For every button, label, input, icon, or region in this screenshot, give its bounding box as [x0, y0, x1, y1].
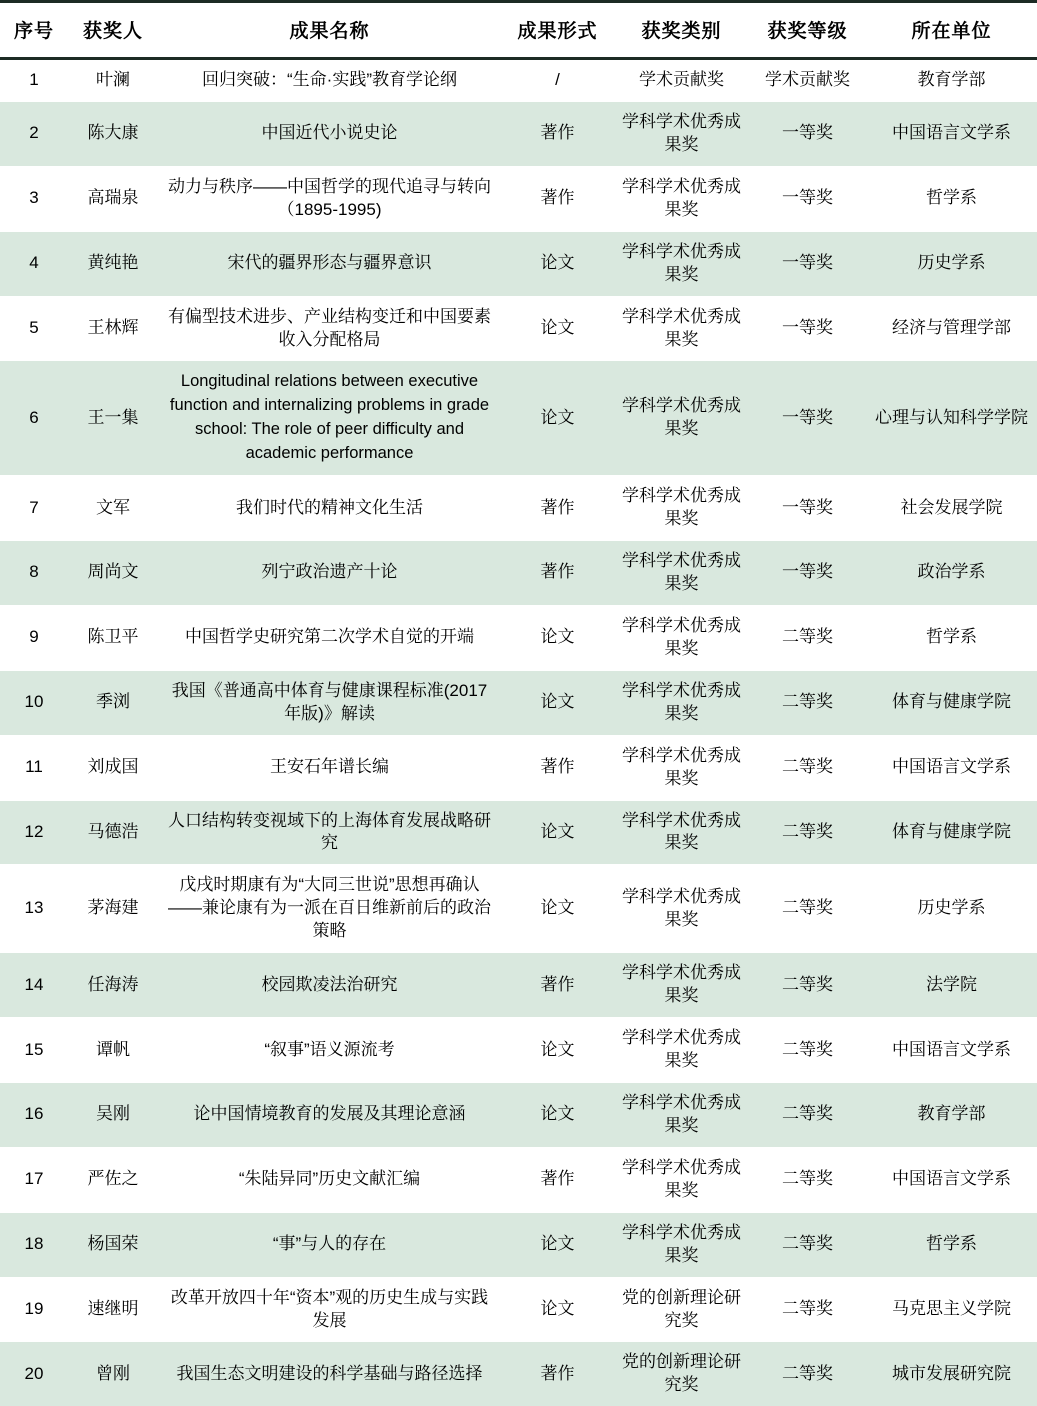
cell-category: 学科学术优秀成果奖 [614, 800, 749, 865]
cell-unit: 中国语言文学系 [866, 735, 1037, 800]
table-body [0, 59, 1037, 1406]
cell-category: 学科学术优秀成果奖 [614, 605, 749, 670]
cell-unit: 马克思主义学院 [866, 1277, 1037, 1342]
table-row [0, 101, 1037, 166]
column-header-title: 成果名称 [158, 2, 501, 59]
cell-level: 一等奖 [749, 231, 866, 296]
cell-level: 二等奖 [749, 735, 866, 800]
cell-unit: 哲学系 [866, 605, 1037, 670]
cell-form: 论文 [501, 605, 614, 670]
cell-level: 一等奖 [749, 361, 866, 476]
cell-no: 5 [0, 296, 68, 361]
cell-form: 论文 [501, 231, 614, 296]
cell-person: 曾刚 [68, 1342, 158, 1406]
cell-form: 著作 [501, 1147, 614, 1212]
cell-title: 宋代的疆界形态与疆界意识 [158, 231, 501, 296]
cell-category: 学科学术优秀成果奖 [614, 953, 749, 1018]
cell-form: 论文 [501, 1018, 614, 1083]
cell-title: 人口结构转变视域下的上海体育发展战略研究 [158, 800, 501, 865]
cell-category: 学科学术优秀成果奖 [614, 296, 749, 361]
cell-unit: 心理与认知科学学院 [866, 361, 1037, 476]
cell-unit: 体育与健康学院 [866, 670, 1037, 735]
table-row [0, 1018, 1037, 1083]
table-row [0, 953, 1037, 1018]
cell-unit: 经济与管理学部 [866, 296, 1037, 361]
cell-category: 学科学术优秀成果奖 [614, 101, 749, 166]
cell-form: 论文 [501, 296, 614, 361]
cell-no: 6 [0, 361, 68, 476]
cell-category: 学科学术优秀成果奖 [614, 231, 749, 296]
cell-form: 论文 [501, 1082, 614, 1147]
cell-person: 周尚文 [68, 541, 158, 606]
cell-level: 一等奖 [749, 166, 866, 231]
cell-unit: 中国语言文学系 [866, 1147, 1037, 1212]
cell-category: 学科学术优秀成果奖 [614, 476, 749, 541]
column-header-person: 获奖人 [68, 2, 158, 59]
table-row [0, 605, 1037, 670]
cell-person: 陈卫平 [68, 605, 158, 670]
column-header-category: 获奖类别 [614, 2, 749, 59]
cell-title: 我们时代的精神文化生活 [158, 476, 501, 541]
cell-no: 15 [0, 1018, 68, 1083]
cell-title: 我国生态文明建设的科学基础与路径选择 [158, 1342, 501, 1406]
cell-person: 叶澜 [68, 59, 158, 102]
table-row [0, 231, 1037, 296]
cell-form: 论文 [501, 361, 614, 476]
cell-person: 马德浩 [68, 800, 158, 865]
table-row [0, 1082, 1037, 1147]
cell-level: 一等奖 [749, 476, 866, 541]
cell-form: 论文 [501, 1212, 614, 1277]
cell-category: 学科学术优秀成果奖 [614, 1147, 749, 1212]
cell-level: 二等奖 [749, 670, 866, 735]
cell-no: 4 [0, 231, 68, 296]
cell-form: 著作 [501, 476, 614, 541]
column-header-level: 获奖等级 [749, 2, 866, 59]
table-row [0, 1277, 1037, 1342]
cell-unit: 中国语言文学系 [866, 101, 1037, 166]
cell-person: 黄纯艳 [68, 231, 158, 296]
cell-title: “朱陆异同”历史文献汇编 [158, 1147, 501, 1212]
cell-person: 吴刚 [68, 1082, 158, 1147]
cell-person: 杨国荣 [68, 1212, 158, 1277]
table-row [0, 166, 1037, 231]
table-row [0, 735, 1037, 800]
cell-no: 9 [0, 605, 68, 670]
cell-title: “叙事”语义源流考 [158, 1018, 501, 1083]
cell-person: 谭帆 [68, 1018, 158, 1083]
cell-unit: 教育学部 [866, 1082, 1037, 1147]
cell-level: 学术贡献奖 [749, 59, 866, 102]
column-header-form: 成果形式 [501, 2, 614, 59]
cell-no: 3 [0, 166, 68, 231]
table-row [0, 59, 1037, 102]
cell-category: 学科学术优秀成果奖 [614, 865, 749, 953]
cell-unit: 中国语言文学系 [866, 1018, 1037, 1083]
cell-person: 茅海建 [68, 865, 158, 953]
table-row [0, 476, 1037, 541]
cell-unit: 哲学系 [866, 166, 1037, 231]
cell-person: 速继明 [68, 1277, 158, 1342]
cell-form: 著作 [501, 101, 614, 166]
cell-person: 任海涛 [68, 953, 158, 1018]
cell-unit: 体育与健康学院 [866, 800, 1037, 865]
cell-title: 中国近代小说史论 [158, 101, 501, 166]
cell-no: 13 [0, 865, 68, 953]
cell-person: 陈大康 [68, 101, 158, 166]
table-row [0, 1147, 1037, 1212]
cell-title: 校园欺凌法治研究 [158, 953, 501, 1018]
cell-title: 王安石年谱长编 [158, 735, 501, 800]
cell-category: 学科学术优秀成果奖 [614, 166, 749, 231]
cell-category: 学科学术优秀成果奖 [614, 361, 749, 476]
cell-unit: 法学院 [866, 953, 1037, 1018]
cell-title: 改革开放四十年“资本”观的历史生成与实践发展 [158, 1277, 501, 1342]
table-header-row [0, 2, 1037, 59]
cell-form: 著作 [501, 166, 614, 231]
cell-no: 2 [0, 101, 68, 166]
cell-unit: 政治学系 [866, 541, 1037, 606]
cell-form: 论文 [501, 865, 614, 953]
cell-person: 高瑞泉 [68, 166, 158, 231]
table-row [0, 865, 1037, 953]
cell-person: 严佐之 [68, 1147, 158, 1212]
cell-person: 王一集 [68, 361, 158, 476]
cell-title: 论中国情境教育的发展及其理论意涵 [158, 1082, 501, 1147]
cell-unit: 社会发展学院 [866, 476, 1037, 541]
cell-level: 二等奖 [749, 1147, 866, 1212]
cell-level: 二等奖 [749, 1277, 866, 1342]
cell-no: 7 [0, 476, 68, 541]
cell-person: 刘成国 [68, 735, 158, 800]
cell-no: 14 [0, 953, 68, 1018]
cell-no: 19 [0, 1277, 68, 1342]
cell-level: 二等奖 [749, 1212, 866, 1277]
cell-person: 王林辉 [68, 296, 158, 361]
cell-no: 12 [0, 800, 68, 865]
cell-level: 二等奖 [749, 953, 866, 1018]
cell-category: 学术贡献奖 [614, 59, 749, 102]
cell-title: 动力与秩序——中国哲学的现代追寻与转向（1895-1995) [158, 166, 501, 231]
cell-person: 文军 [68, 476, 158, 541]
cell-no: 20 [0, 1342, 68, 1406]
table-row [0, 361, 1037, 476]
cell-unit: 历史学系 [866, 865, 1037, 953]
cell-form: 论文 [501, 670, 614, 735]
cell-unit: 历史学系 [866, 231, 1037, 296]
cell-unit: 哲学系 [866, 1212, 1037, 1277]
cell-category: 学科学术优秀成果奖 [614, 1018, 749, 1083]
table-row [0, 670, 1037, 735]
table-row [0, 296, 1037, 361]
cell-form: 著作 [501, 541, 614, 606]
cell-person: 季浏 [68, 670, 158, 735]
cell-title: 戊戌时期康有为“大同三世说”思想再确认——兼论康有为一派在百日维新前后的政治策略 [158, 865, 501, 953]
cell-category: 学科学术优秀成果奖 [614, 541, 749, 606]
cell-category: 学科学术优秀成果奖 [614, 735, 749, 800]
cell-no: 1 [0, 59, 68, 102]
cell-level: 二等奖 [749, 1342, 866, 1406]
column-header-no: 序号 [0, 2, 68, 59]
cell-no: 17 [0, 1147, 68, 1212]
cell-level: 一等奖 [749, 101, 866, 166]
cell-category: 学科学术优秀成果奖 [614, 670, 749, 735]
cell-form: / [501, 59, 614, 102]
table-header [0, 2, 1037, 59]
table-row [0, 1212, 1037, 1277]
column-header-unit: 所在单位 [866, 2, 1037, 59]
cell-level: 二等奖 [749, 865, 866, 953]
cell-form: 论文 [501, 1277, 614, 1342]
cell-form: 著作 [501, 953, 614, 1018]
cell-title: Longitudinal relations between executive function and internalizing problems in grade school: The role of peer difficulty and academic performance [158, 361, 501, 476]
cell-form: 著作 [501, 735, 614, 800]
cell-level: 二等奖 [749, 1082, 866, 1147]
cell-title: 有偏型技术进步、产业结构变迁和中国要素收入分配格局 [158, 296, 501, 361]
cell-category: 学科学术优秀成果奖 [614, 1082, 749, 1147]
cell-no: 18 [0, 1212, 68, 1277]
cell-title: 回归突破：“生命·实践”教育学论纲 [158, 59, 501, 102]
cell-form: 论文 [501, 800, 614, 865]
cell-no: 11 [0, 735, 68, 800]
cell-unit: 城市发展研究院 [866, 1342, 1037, 1406]
cell-form: 著作 [501, 1342, 614, 1406]
cell-unit: 教育学部 [866, 59, 1037, 102]
cell-title: 列宁政治遗产十论 [158, 541, 501, 606]
cell-title: 我国《普通高中体育与健康课程标准(2017年版)》解读 [158, 670, 501, 735]
cell-level: 二等奖 [749, 800, 866, 865]
cell-no: 10 [0, 670, 68, 735]
cell-category: 党的创新理论研究奖 [614, 1342, 749, 1406]
table-row [0, 1342, 1037, 1406]
cell-no: 8 [0, 541, 68, 606]
cell-category: 党的创新理论研究奖 [614, 1277, 749, 1342]
cell-level: 二等奖 [749, 1018, 866, 1083]
cell-no: 16 [0, 1082, 68, 1147]
table-row [0, 800, 1037, 865]
cell-level: 一等奖 [749, 541, 866, 606]
cell-title: 中国哲学史研究第二次学术自觉的开端 [158, 605, 501, 670]
cell-level: 一等奖 [749, 296, 866, 361]
cell-category: 学科学术优秀成果奖 [614, 1212, 749, 1277]
table-row [0, 541, 1037, 606]
cell-level: 二等奖 [749, 605, 866, 670]
cell-title: “事”与人的存在 [158, 1212, 501, 1277]
